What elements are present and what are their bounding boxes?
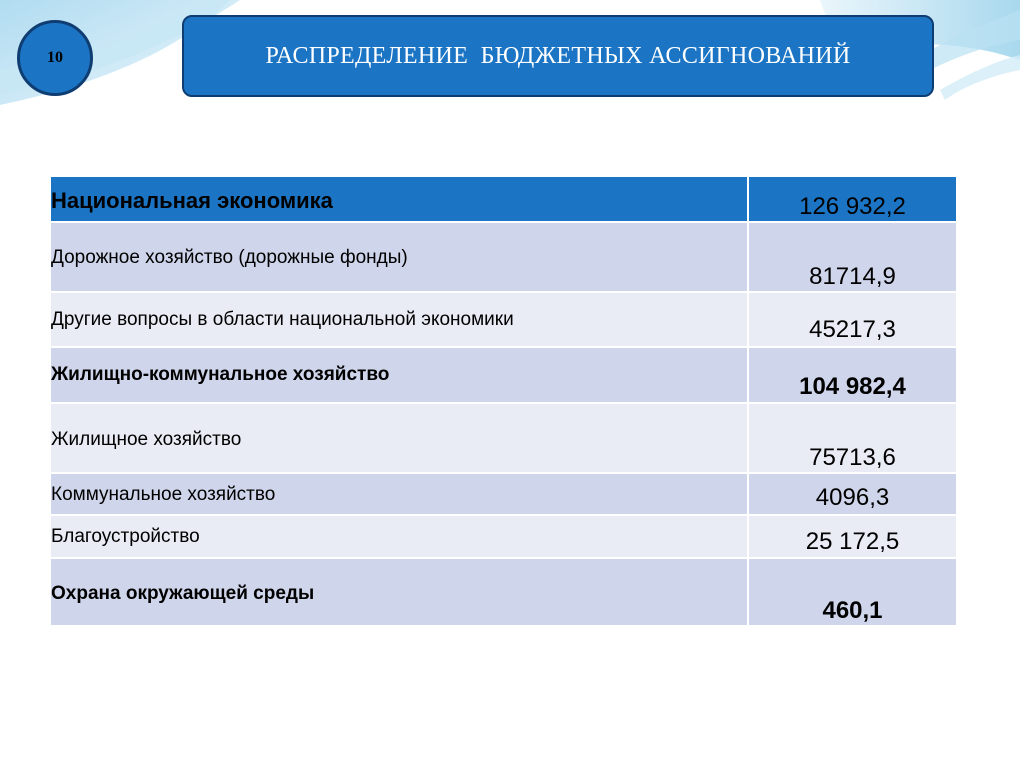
row-value: 75713,6 bbox=[748, 403, 956, 473]
row-label: Охрана окружающей среды bbox=[51, 558, 748, 626]
slide-number: 10 bbox=[47, 49, 63, 66]
row-label: Дорожное хозяйство (дорожные фонды) bbox=[51, 222, 748, 292]
row-value: 81714,9 bbox=[748, 222, 956, 292]
budget-table bbox=[51, 177, 956, 627]
slide-number-badge bbox=[17, 20, 93, 96]
row-value: 104 982,4 bbox=[748, 347, 956, 403]
table-row bbox=[51, 222, 956, 292]
row-value: 126 932,2 bbox=[748, 177, 956, 222]
row-label: Другие вопросы в области национальной экономики bbox=[51, 292, 748, 347]
page-title: РАСПРЕДЕЛЕНИЕ БЮДЖЕТНЫХ АССИГНОВАНИЙ bbox=[265, 42, 851, 69]
row-value: 460,1 bbox=[748, 558, 956, 626]
table-row bbox=[51, 347, 956, 403]
table-row bbox=[51, 558, 956, 626]
row-label: Коммунальное хозяйство bbox=[51, 473, 748, 515]
row-value: 4096,3 bbox=[748, 473, 956, 515]
row-value: 45217,3 bbox=[748, 292, 956, 347]
table-row bbox=[51, 515, 956, 558]
title-banner bbox=[182, 15, 934, 97]
table-row bbox=[51, 473, 956, 515]
row-label: Жилищное хозяйство bbox=[51, 403, 748, 473]
row-label: Национальная экономика bbox=[51, 177, 748, 222]
table-row bbox=[51, 177, 956, 222]
row-label: Жилищно-коммунальное хозяйство bbox=[51, 347, 748, 403]
row-value: 25 172,5 bbox=[748, 515, 956, 558]
table-row bbox=[51, 403, 956, 473]
table-row bbox=[51, 292, 956, 347]
row-label: Благоустройство bbox=[51, 515, 748, 558]
